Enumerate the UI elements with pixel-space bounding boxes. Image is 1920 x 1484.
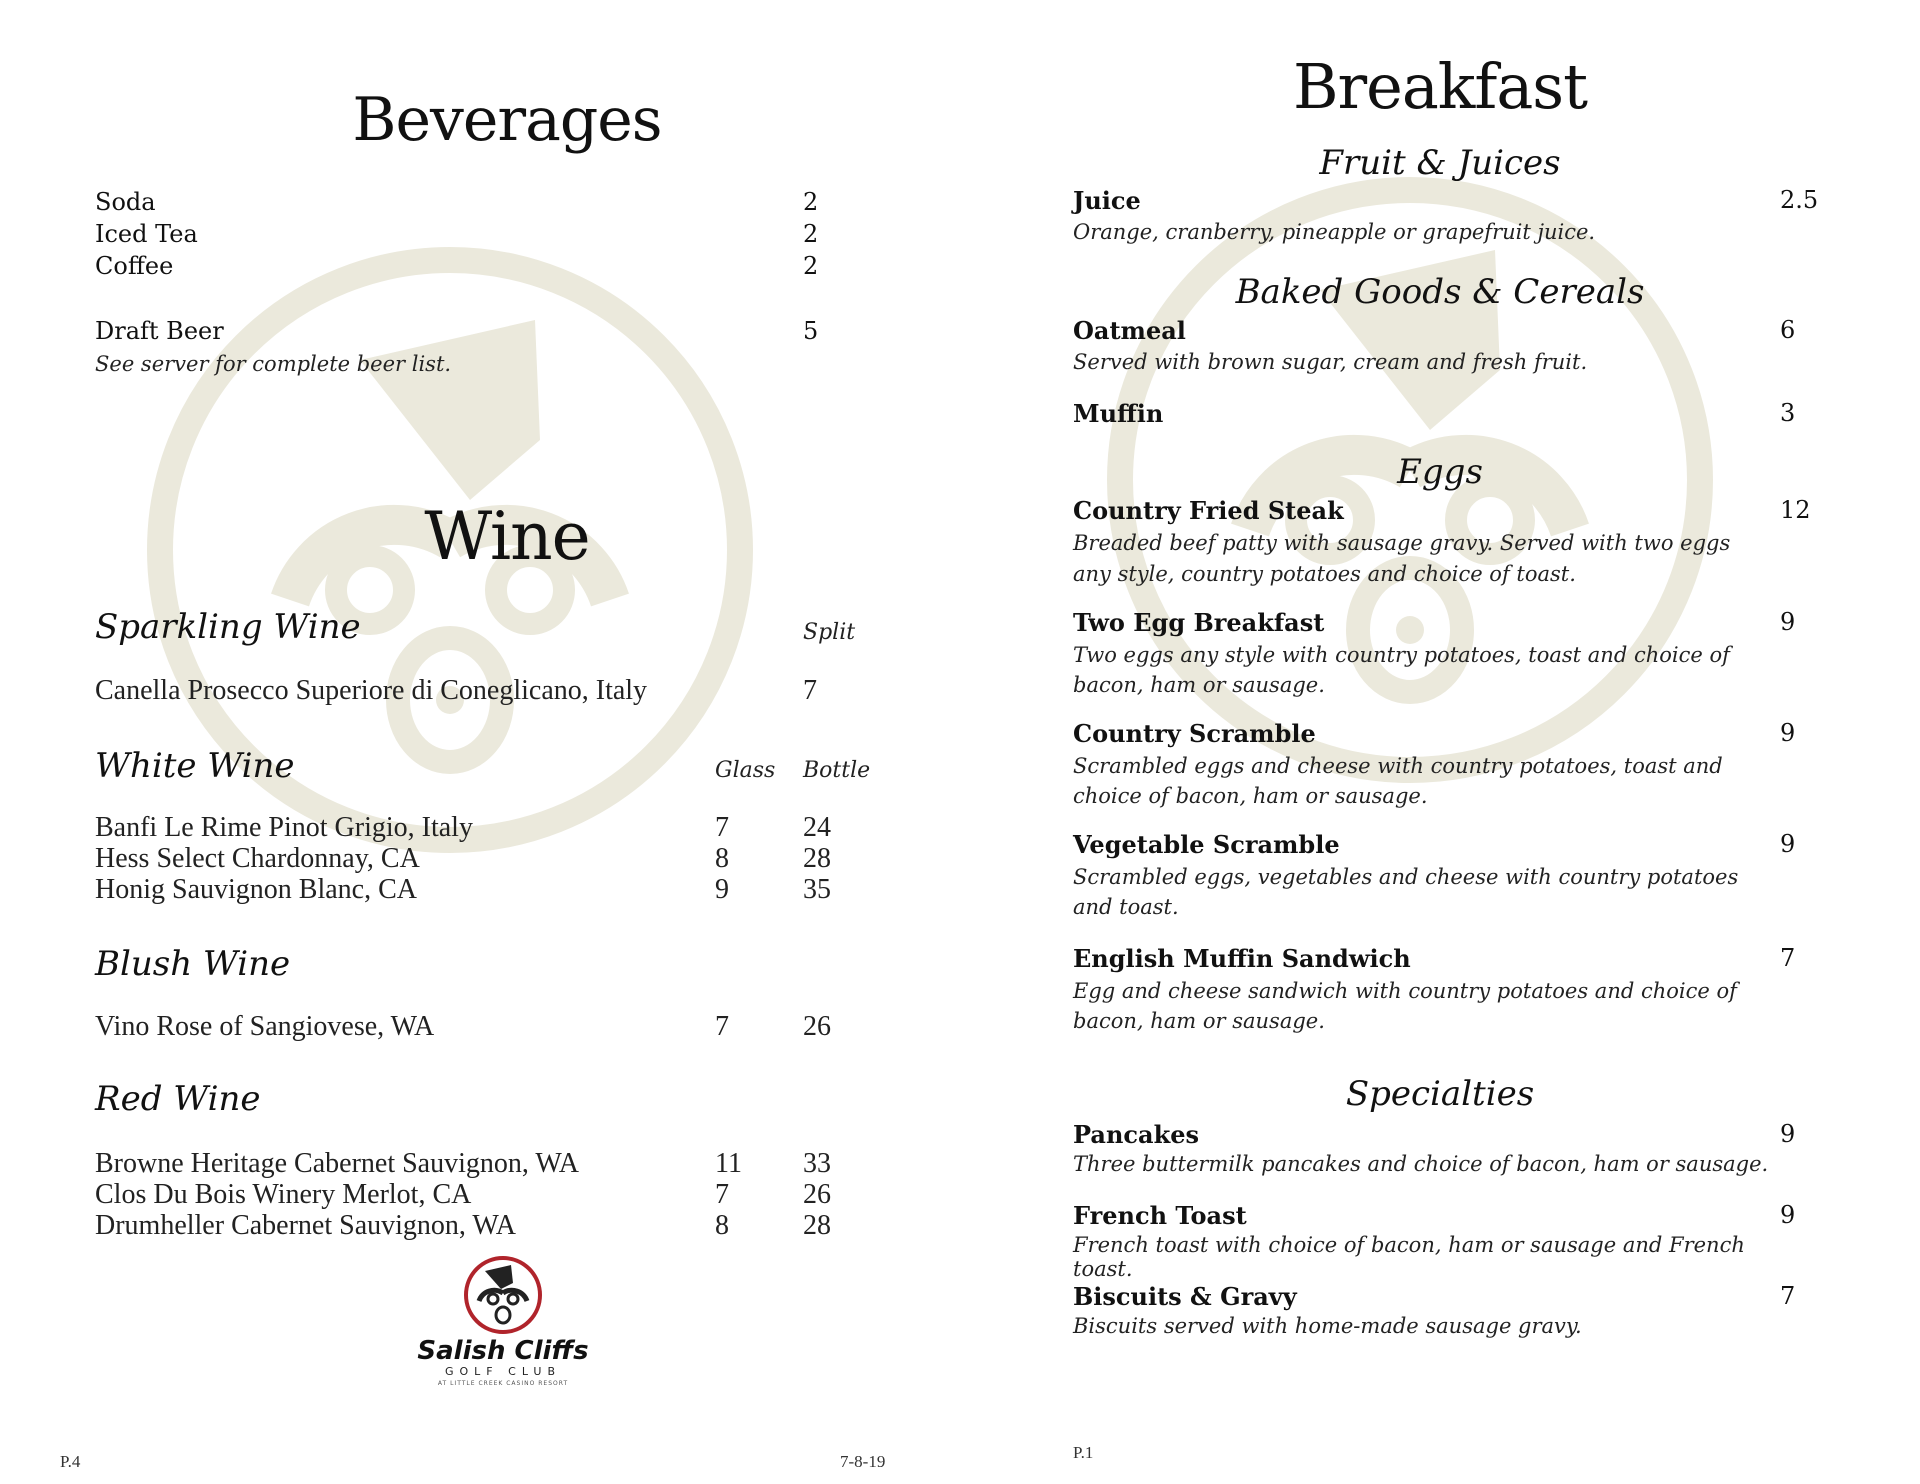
sparkling-wine-heading: Sparkling Wine bbox=[95, 607, 361, 647]
logo-tagline: AT LITTLE CREEK CASINO RESORT bbox=[437, 1380, 569, 1387]
logo-name: Salish Cliffs bbox=[417, 1336, 589, 1366]
wine-title: Wine bbox=[424, 498, 590, 575]
breakfast-title: Breakfast bbox=[1292, 50, 1588, 123]
wine-name: Browne Heritage Cabernet Sauvignon, WA bbox=[95, 1148, 579, 1179]
draft-beer-desc: See server for complete beer list. bbox=[95, 352, 452, 376]
beverage-name: Iced Tea bbox=[95, 220, 198, 248]
wine-name: Hess Select Chardonnay, CA bbox=[95, 843, 420, 874]
wine-glass-price: 8 bbox=[715, 843, 729, 874]
menu-item-desc: Scrambled eggs, vegetables and cheese with country potatoes and toast. bbox=[1073, 865, 1739, 919]
wine-bottle-price: 26 bbox=[803, 1011, 831, 1042]
wine-name: Clos Du Bois Winery Merlot, CA bbox=[95, 1179, 472, 1210]
wine-glass-price: 7 bbox=[715, 1179, 729, 1210]
wine-name: Banfi Le Rime Pinot Grigio, Italy bbox=[95, 812, 473, 843]
menu-item-price: 9 bbox=[1780, 608, 1796, 636]
logo-subtitle: GOLF CLUB bbox=[445, 1365, 561, 1378]
menu-item-name: French Toast bbox=[1073, 1201, 1247, 1230]
menu-item-name: Country Scramble bbox=[1073, 719, 1316, 748]
bottle-column-header: Bottle bbox=[803, 758, 871, 783]
glass-column-header: Glass bbox=[715, 758, 776, 783]
menu-item-name: Vegetable Scramble bbox=[1073, 830, 1340, 859]
menu-item-name: Juice bbox=[1073, 186, 1141, 215]
wine-name: Drumheller Cabernet Sauvignon, WA bbox=[95, 1210, 516, 1241]
menu-item-price: 9 bbox=[1780, 1120, 1796, 1148]
fruit-juices-heading: Fruit & Juices bbox=[1319, 143, 1561, 183]
page-number-left: P.4 bbox=[60, 1452, 81, 1471]
menu-item-price: 9 bbox=[1780, 1201, 1796, 1229]
menu-item-price: 9 bbox=[1780, 719, 1796, 747]
menu-item-price: 7 bbox=[1780, 1282, 1796, 1310]
menu-item-desc: Two eggs any style with country potatoes, toast and choice of bacon, ham or sausage. bbox=[1073, 643, 1730, 697]
menu-item-desc: Orange, cranberry, pineapple or grapefruit juice. bbox=[1073, 220, 1596, 244]
menu-item-price: 6 bbox=[1780, 316, 1796, 344]
wine-bottle-price: 35 bbox=[803, 874, 831, 905]
draft-beer-name: Draft Beer bbox=[95, 317, 224, 345]
menu-item-desc: Scrambled eggs and cheese with country potatoes, toast and choice of bacon, ham or sausage. bbox=[1073, 754, 1723, 808]
menu-item-price: 12 bbox=[1780, 496, 1811, 524]
wine-bottle-price: 24 bbox=[803, 812, 831, 843]
beverage-name: Coffee bbox=[95, 252, 174, 280]
split-column-header: Split bbox=[803, 620, 856, 645]
wine-bottle-price: 28 bbox=[803, 843, 831, 874]
salish-cliffs-logo bbox=[398, 1255, 608, 1415]
menu-item-desc: Biscuits served with home-made sausage gravy. bbox=[1073, 1314, 1582, 1338]
menu-item-desc: Breaded beef patty with sausage gravy. Served with two eggs any style, country potatoes and choice of toast. bbox=[1073, 531, 1731, 586]
wine-glass-price: 7 bbox=[715, 1011, 729, 1042]
wine-name: Honig Sauvignon Blanc, CA bbox=[95, 874, 417, 905]
baked-goods-heading: Baked Goods & Cereals bbox=[1235, 272, 1645, 312]
beverage-price: 2 bbox=[803, 220, 819, 248]
menu-item-price: 7 bbox=[1780, 944, 1796, 972]
specialties-heading: Specialties bbox=[1345, 1074, 1535, 1114]
beverage-price: 2 bbox=[803, 252, 819, 280]
menu-item-price: 3 bbox=[1780, 399, 1796, 427]
menu-item-price: 9 bbox=[1780, 830, 1796, 858]
wine-split-price: 7 bbox=[803, 675, 817, 706]
menu-item-name: Country Fried Steak bbox=[1073, 496, 1344, 525]
menu-item-name: English Muffin Sandwich bbox=[1073, 944, 1411, 973]
wine-name: Vino Rose of Sangiovese, WA bbox=[95, 1011, 435, 1042]
beverage-price: 2 bbox=[803, 188, 819, 216]
eggs-heading: Eggs bbox=[1397, 452, 1483, 492]
wine-glass-price: 7 bbox=[715, 812, 729, 843]
menu-item-desc: Three buttermilk pancakes and choice of bacon, ham or sausage. bbox=[1073, 1152, 1769, 1176]
blush-wine-heading: Blush Wine bbox=[95, 944, 291, 984]
menu-item-name: Two Egg Breakfast bbox=[1073, 608, 1325, 637]
menu-item-desc: French toast with choice of bacon, ham or sausage and French toast. bbox=[1073, 1233, 1745, 1281]
menu-date: 7-8-19 bbox=[840, 1452, 886, 1471]
wine-glass-price: 11 bbox=[715, 1148, 742, 1179]
menu-item-desc: Served with brown sugar, cream and fresh fruit. bbox=[1073, 350, 1588, 374]
wine-bottle-price: 28 bbox=[803, 1210, 831, 1241]
menu-item-name: Biscuits & Gravy bbox=[1073, 1282, 1297, 1311]
menu-item-price: 2.5 bbox=[1780, 186, 1819, 214]
wine-name: Canella Prosecco Superiore di Coneglicano, Italy bbox=[95, 675, 648, 706]
draft-beer-price: 5 bbox=[803, 317, 819, 345]
wine-bottle-price: 33 bbox=[803, 1148, 831, 1179]
logo-emblem-icon bbox=[463, 1255, 543, 1335]
beverages-title: Beverages bbox=[352, 85, 662, 155]
menu-item-name: Muffin bbox=[1073, 399, 1164, 428]
wine-glass-price: 8 bbox=[715, 1210, 729, 1241]
menu-item-name: Pancakes bbox=[1073, 1120, 1199, 1149]
menu-item-name: Oatmeal bbox=[1073, 316, 1186, 345]
beverage-name: Soda bbox=[95, 188, 156, 216]
white-wine-heading: White Wine bbox=[95, 746, 295, 786]
page-number-right: P.1 bbox=[1073, 1443, 1094, 1462]
wine-bottle-price: 26 bbox=[803, 1179, 831, 1210]
menu-page-right bbox=[960, 0, 1920, 1484]
red-wine-heading: Red Wine bbox=[95, 1079, 261, 1119]
wine-glass-price: 9 bbox=[715, 874, 729, 905]
menu-item-desc: Egg and cheese sandwich with country potatoes and choice of bacon, ham or sausage. bbox=[1073, 979, 1737, 1033]
